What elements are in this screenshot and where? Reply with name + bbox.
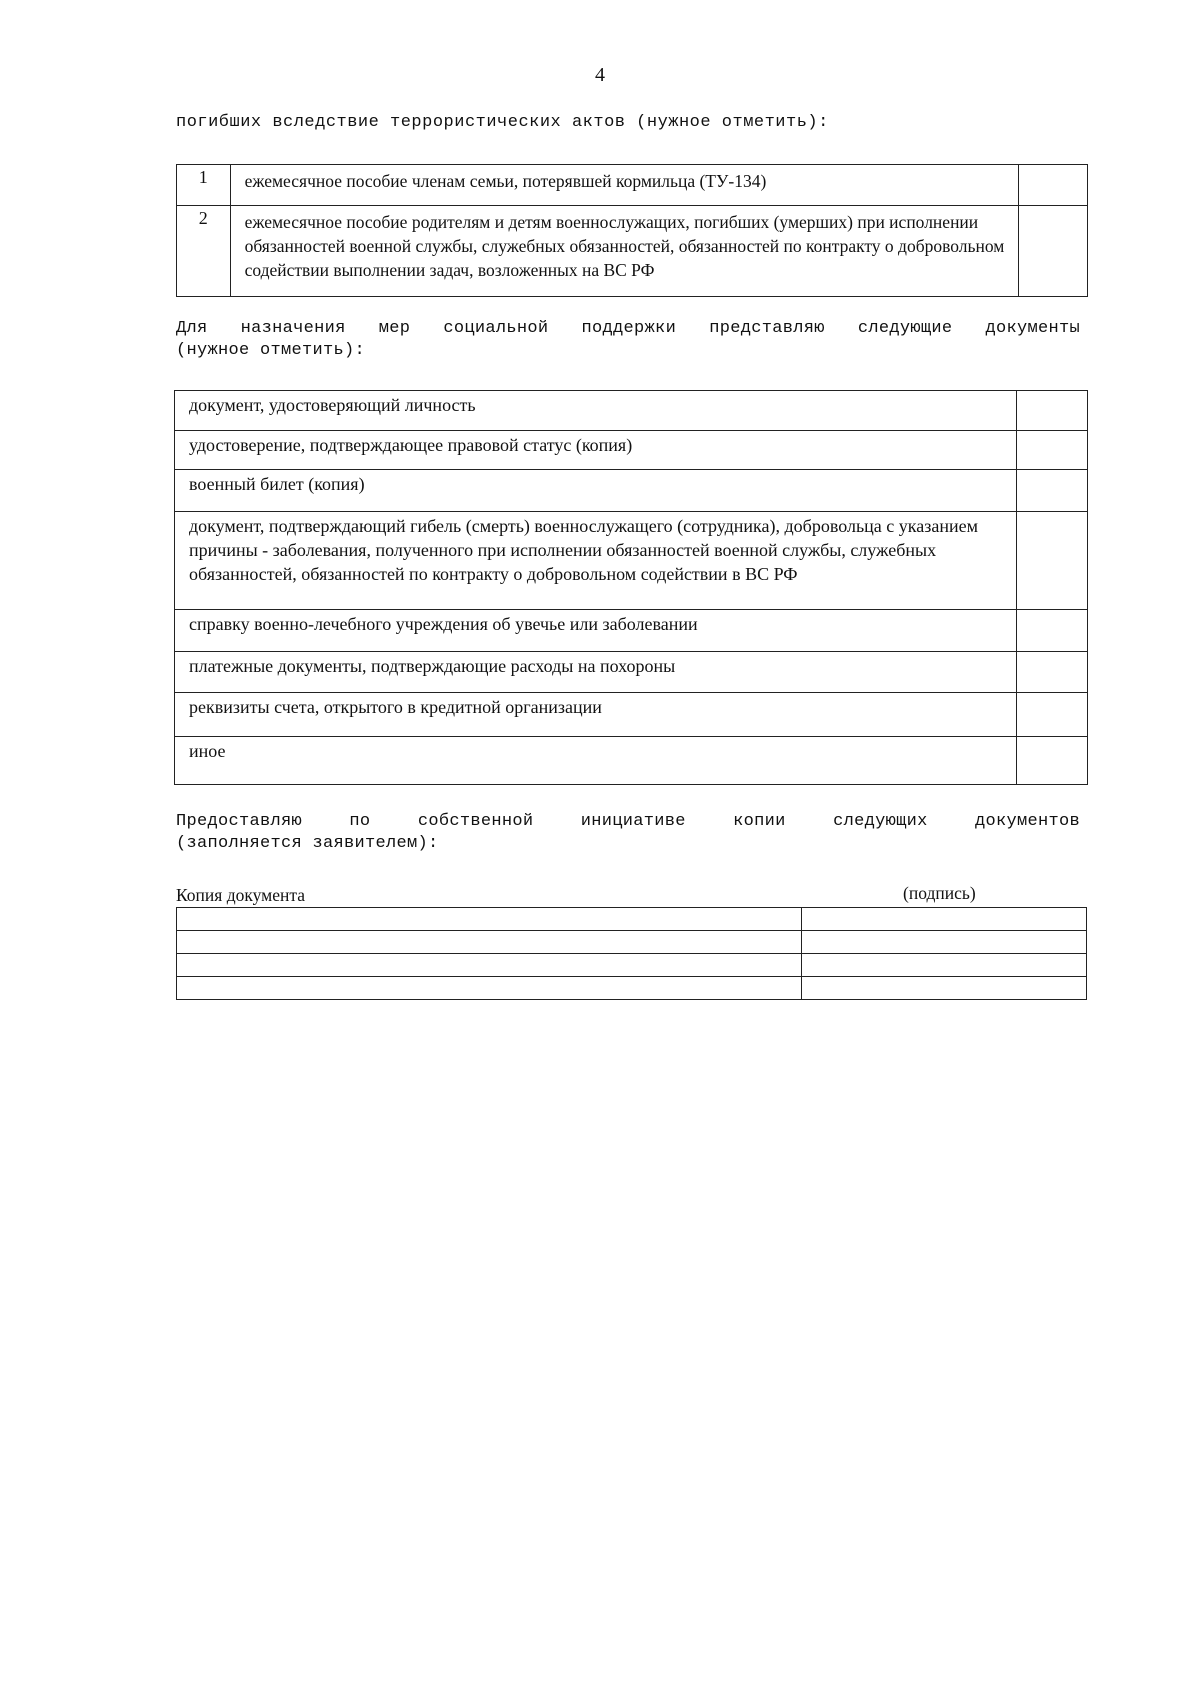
signature-cell[interactable]	[802, 908, 1087, 931]
signature-column-header: (подпись)	[903, 883, 976, 903]
document-checkbox-cell[interactable]	[1017, 391, 1088, 431]
page-number: 4	[595, 64, 605, 86]
document-checkbox-cell[interactable]	[1017, 737, 1088, 785]
document-label: документ, подтверждающий гибель (смерть) военнослужащего (сотрудника), добровольца с указанием причины - заболевания, полученного при исполнении обязанностей военной службы, служебных обязанностей, обязанностей по контракту о добровольном содействии в ВС РФ	[175, 512, 1017, 610]
document-label: документ, удостоверяющий личность	[175, 391, 1017, 431]
document-row	[175, 431, 1088, 470]
signature-cell[interactable]	[802, 931, 1087, 954]
copy-document-cell[interactable]	[177, 954, 802, 977]
signature-cell[interactable]	[802, 977, 1087, 1000]
benefit-checkbox-cell[interactable]	[1019, 165, 1088, 206]
benefit-checkbox-cell[interactable]	[1019, 206, 1088, 297]
document-label: военный билет (копия)	[175, 470, 1017, 512]
document-row	[175, 512, 1088, 610]
benefit-row	[177, 206, 1088, 297]
copy-document-cell[interactable]	[177, 931, 802, 954]
copies-row	[177, 931, 1087, 954]
copies-row	[177, 954, 1087, 977]
document-label: иное	[175, 737, 1017, 785]
document-label: справку военно-лечебного учреждения об увечье или заболевании	[175, 610, 1017, 652]
benefits-intro-text: погибших вследствие террористических актов (нужное отметить):	[176, 113, 829, 132]
document-row	[175, 610, 1088, 652]
signature-cell[interactable]	[802, 954, 1087, 977]
document-label: реквизиты счета, открытого в кредитной организации	[175, 693, 1017, 737]
document-row	[175, 652, 1088, 693]
document-row	[175, 391, 1088, 431]
document-checkbox-cell[interactable]	[1017, 693, 1088, 737]
initiative-intro-line-1: Предоставляю по собственной инициативе копии следующих документов	[176, 812, 1080, 831]
copies-row	[177, 908, 1087, 931]
document-label: платежные документы, подтверждающие расходы на похороны	[175, 652, 1017, 693]
copies-row	[177, 977, 1087, 1000]
document-checkbox-cell[interactable]	[1017, 431, 1088, 470]
document-checkbox-cell[interactable]	[1017, 610, 1088, 652]
documents-intro-line-1: Для назначения мер социальной поддержки представляю следующие документы	[176, 319, 1080, 338]
benefit-number: 1	[177, 165, 231, 206]
benefits-table	[176, 164, 1088, 297]
document-row	[175, 470, 1088, 512]
benefit-row	[177, 165, 1088, 206]
document-row	[175, 737, 1088, 785]
initiative-intro-line-2: (заполняется заявителем):	[176, 834, 439, 853]
document-checkbox-cell[interactable]	[1017, 470, 1088, 512]
documents-intro-line-2: (нужное отметить):	[176, 341, 366, 360]
document-checkbox-cell[interactable]	[1017, 652, 1088, 693]
benefit-text: ежемесячное пособие членам семьи, потерявшей кормильца (ТУ-134)	[230, 165, 1019, 206]
benefit-number: 2	[177, 206, 231, 297]
copy-document-column-header: Копия документа	[176, 885, 305, 905]
documents-table	[174, 390, 1088, 785]
benefit-text: ежемесячное пособие родителям и детям военнослужащих, погибших (умерших) при исполнении обязанностей военной службы, служебных обязанностей, обязанностей по контракту о добровольном содействии выполнении задач, возложенных на ВС РФ	[230, 206, 1019, 297]
document-checkbox-cell[interactable]	[1017, 512, 1088, 610]
initiative-intro-paragraph	[176, 811, 1080, 855]
documents-intro-paragraph	[176, 318, 1080, 362]
copy-document-cell[interactable]	[177, 908, 802, 931]
document-row	[175, 693, 1088, 737]
copies-table	[176, 907, 1087, 1000]
document-label: удостоверение, подтверждающее правовой статус (копия)	[175, 431, 1017, 470]
copy-document-cell[interactable]	[177, 977, 802, 1000]
